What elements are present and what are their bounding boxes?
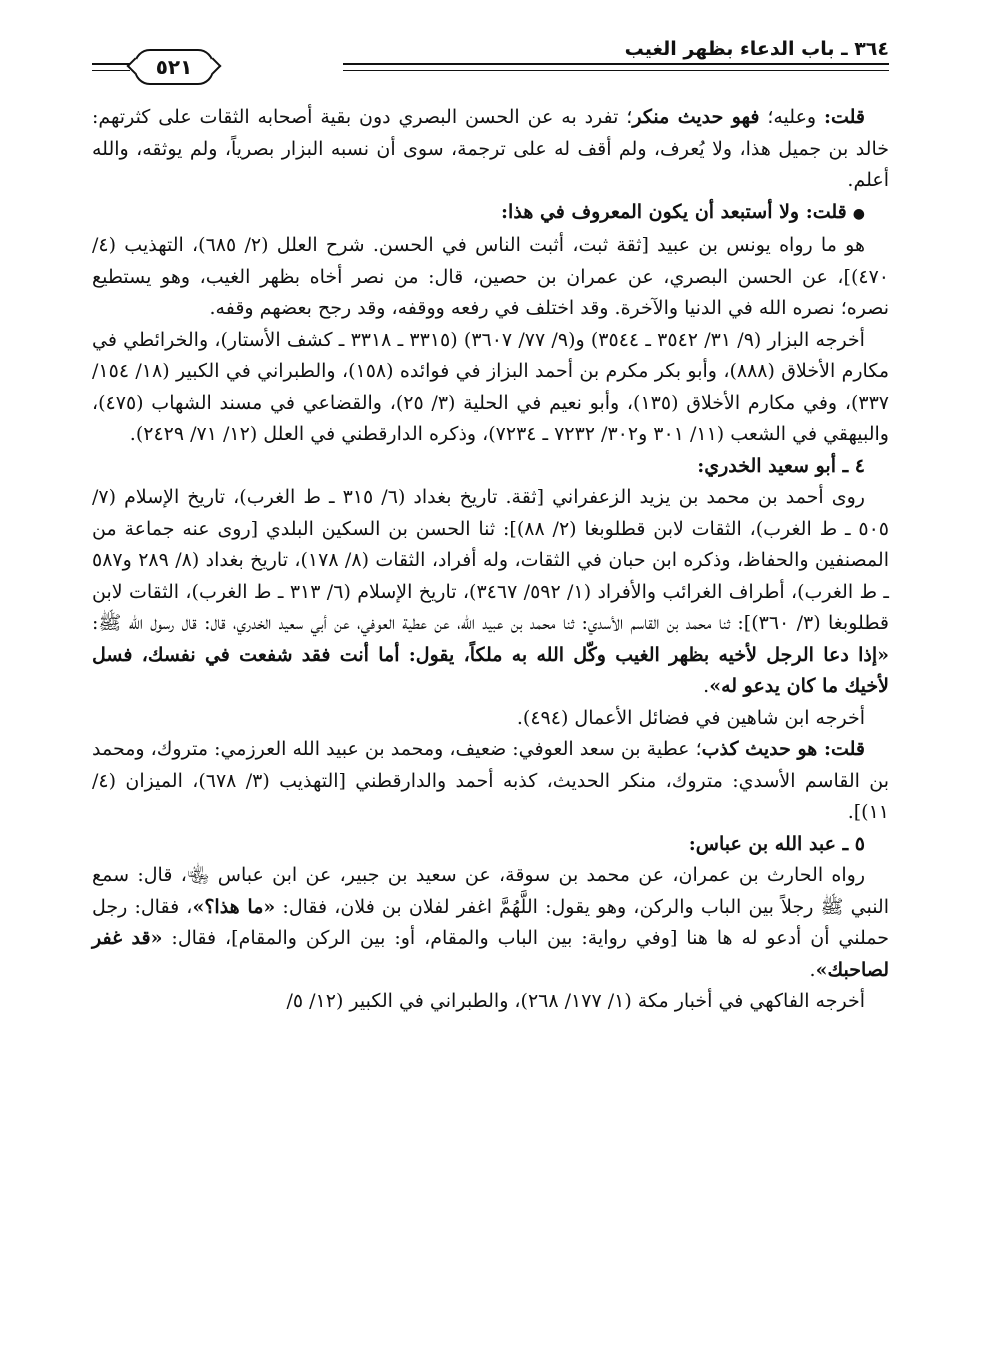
- heading-text: قلت: ولا أستبعد أن يكون المعروف في هذا:: [501, 200, 847, 223]
- text-span: رواه الحارث بن عمران، عن محمد بن سوقة، عن سعيد بن جبير، عن ابن عباس ﵄، قال: سمع النبي ﷺ رجلاً بين الباب والركن، وهو يقول: اللَّهُمَّ اغفر لفلان بن فلان، فقال:: [92, 864, 890, 918]
- text-span: .: [703, 675, 710, 697]
- text-span: ؛ عطية بن سعد العوفي: ضعيف، ومحمد بن عبيد الله العرزمي: متروك، ومحمد بن القاسم الأسدي: متروك، منكر الحديث، كذبه أحمد والدارقطني [التهذيب (٣/ ٦٧٨)، الميزان (٤/ ١١)].: [92, 738, 889, 823]
- paragraph-takhrij-3: أخرجه الفاكهي في أخبار مكة (١/ ١٧٧/ ٢٦٨)، والطبراني في الكبير (١٢/ ٥/: [286, 990, 865, 1012]
- paragraph-verdict-2: [92, 734, 889, 829]
- hadith-quote-2: «قد غفر لصاحبك»: [92, 927, 889, 981]
- running-title: ٣٦٤ ـ باب الدعاء بظهر الغيب: [624, 38, 889, 60]
- verdict-lead-2: قلت: هو حديث كذب: [701, 738, 866, 760]
- paragraph-ibn-abbas: [92, 860, 889, 986]
- paragraph-takhrij-2: أخرجه ابن شاهين في فضائل الأعمال (٤٩٤).: [516, 706, 865, 729]
- text-span: .: [809, 958, 816, 981]
- page-number: ٥٢١: [155, 55, 193, 79]
- text-span: ، فقال: رجل حملني أن أدعو له ها هنا [وفي رواية: بين الباب والمقام، أو: بين الركن والمقام]، فقال:: [92, 895, 890, 949]
- header-rule: [343, 63, 889, 71]
- text-span: روى أحمد بن محمد بن يزيد الزعفراني [ثقة. تاريخ بغداد (٦/ ٣١٥ ـ ط الغرب)، تاريخ الإسلام (٧/ ٥٠٥ ـ ط الغرب)، الثقات لابن قطلوبغا (٢/ ٨٨)]: ثنا الحسن بن السكين البلدي [روى عنه جماعة من المصنفين والحفاظ، وذكره ابن حبان في الثقات، وله أفراد، الثقات (٨/ ١٧٨)، تاريخ بغداد (٨/ ٢٨٩ و٥٨٧ ـ ط الغرب)، أطراف الغرائب والأفراد (١/ ٥٩٢/ ٣٤٦٧)، تاريخ الإسلام (٦/ ٣١٣ ـ ط الغرب)، الثقات لابن قطلوبغا (٣/ ٣٦٠)]: ثنا محمد بن القاسم الأسدي: ثنا محمد بن عبيد الله، عن عطية العوفي، عن أبي سعيد الخدري، قال: قال رسول الله ﷺ:: [92, 486, 890, 634]
- verdict-bold: فهو حديث منكر: [632, 106, 760, 128]
- book-page: [92, 30, 889, 1327]
- paragraph-takhrij-1: أخرجه البزار (٩/ ٣١/ ٣٥٤٢ ـ ٣٥٤٤) و(٩/ ٧٧/ ٣٦٠٧) (٣٣١٥ ـ ٣٣١٨ ـ كشف الأستار)، والخرائطي في مكارم الأخلاق (٨٨٨)، وأبو بكر مكرم بن أحمد البزاز في فوائده (١٥٨)، والطبراني في الكبير (١٨/ ١٥٤/ ٣٣٧)، وفي مكارم الأخلاق (١٣٥)، وأبو نعيم في الحلية (٣/ ٢٥)، والقضاعي في مسند الشهاب (٤٧٥)، والبيهقي في الشعب (١١/ ٣٠١ و٣٠٢/ ٧٢٣٢ ـ ٧٢٣٤)، وذكره الدارقطني في العلل (١٢/ ٧١/ ٢٤٢٩).: [92, 328, 890, 445]
- section-heading-abu-said: ٤ ـ أبو سعيد الخدري:: [697, 454, 865, 477]
- page-body: [92, 102, 889, 1018]
- hadith-quote-1: «ما هذا؟»: [192, 895, 276, 918]
- page-number-ornament: [134, 49, 214, 85]
- bullet-icon: ●: [852, 205, 865, 222]
- header-rule-left: [92, 63, 130, 71]
- paragraph-verdict-1: [92, 102, 889, 197]
- verdict-lead: قلت:: [823, 106, 865, 128]
- page-header: [92, 30, 889, 86]
- section-heading-ibn-abbas: ٥ ـ عبد الله بن عباس:: [688, 832, 865, 855]
- text-span: ؛ تفرد به عن الحسن البصري دون بقية أصحابه الثقات على كثرتهم: خالد بن جميل هذا، ولا يُعرف، ولم أقف له على ترجمة، سوى أن نسبه البزار بصرياً، ولم يوثقه، والله أعلم.: [92, 106, 889, 191]
- paragraph-abu-said-chain: [92, 482, 889, 703]
- hadith-text: «إذا دعا الرجل لأخيه بظهر الغيب وكّل الله به ملكاً، يقول: أما أنت فقد شفعت في نفسك، فسل لأخيك ما كان يدعو له»: [92, 643, 889, 697]
- text-span: وعليه؛: [759, 106, 824, 128]
- paragraph-yunus: هو ما رواه يونس بن عبيد [ثقة ثبت، أثبت الناس في الحسن. شرح العلل (٢/ ٦٨٥)، التهذيب (٤/ ٤٧٠)]، عن الحسن البصري، عن عمران بن حصين، قال: من نصر أخاه بظهر الغيب، وهو يستطيع نصره؛ نصره الله في الدنيا والآخرة. وقد اختلف في رفعه ووقفه، وقد رجح بعضهم وقفه.: [92, 234, 889, 319]
- section-heading-bullet: [92, 197, 889, 231]
